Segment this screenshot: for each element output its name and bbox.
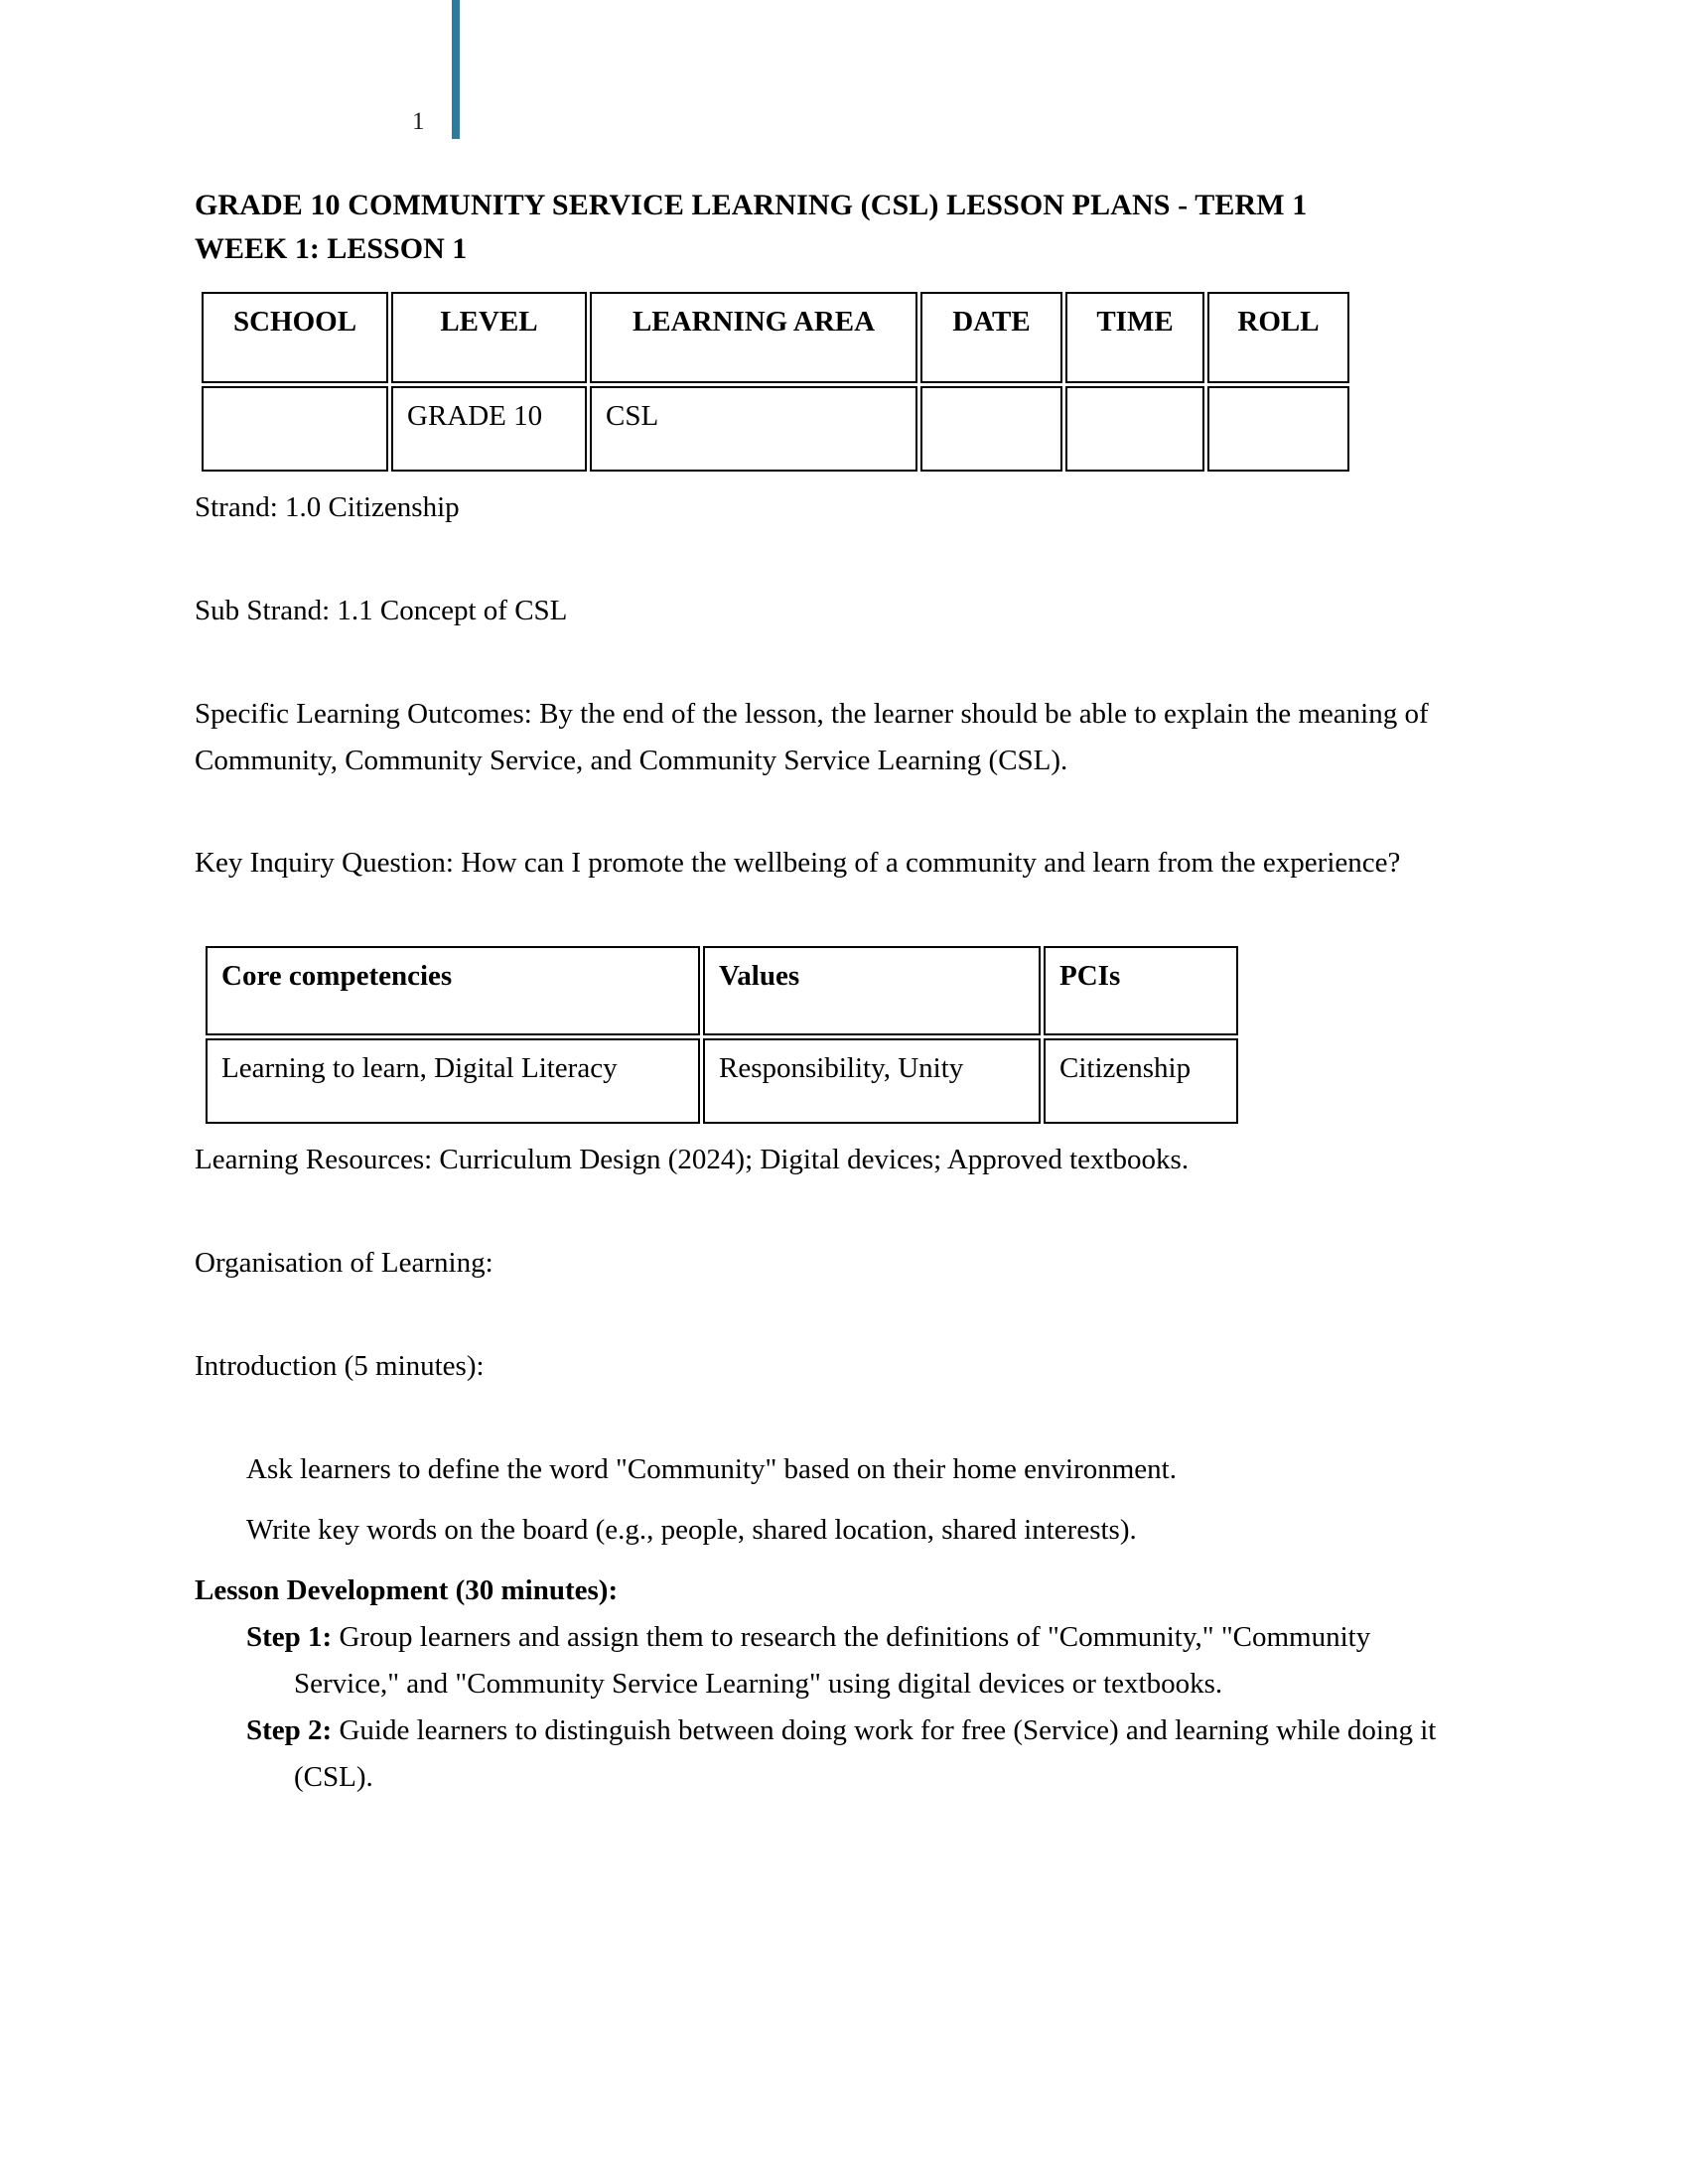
page-title: GRADE 10 COMMUNITY SERVICE LEARNING (CSL) LESSON PLANS - TERM 1 [195, 189, 1308, 221]
lesson-development-heading: Lesson Development (30 minutes): [195, 1574, 619, 1607]
table-row [206, 946, 1238, 1035]
column-header-date: DATE [920, 292, 1062, 383]
column-header-roll: ROLL [1207, 292, 1349, 383]
competency-values-pcis-table [203, 943, 1241, 1127]
column-header-school: SCHOOL [202, 292, 388, 383]
cell-core-competencies[interactable]: Learning to learn, Digital Literacy [206, 1038, 700, 1124]
page-subtitle: WEEK 1: LESSON 1 [195, 231, 468, 265]
introduction-heading: Introduction (5 minutes): [195, 1350, 485, 1383]
list-item: Write key words on the board (e.g., people, shared location, shared interests). [246, 1514, 1137, 1547]
cell-roll[interactable] [1207, 386, 1349, 472]
cell-time[interactable] [1065, 386, 1204, 472]
cell-values[interactable]: Responsibility, Unity [703, 1038, 1041, 1124]
table-row [202, 292, 1349, 383]
column-header-level: LEVEL [391, 292, 587, 383]
revision-change-bar [452, 0, 460, 139]
column-header-pcis: PCIs [1044, 946, 1238, 1035]
table-row [202, 386, 1349, 472]
strand-text: Strand: 1.0 Citizenship [195, 490, 460, 523]
column-header-core-competencies: Core competencies [206, 946, 700, 1035]
column-header-time: TIME [1065, 292, 1204, 383]
column-header-learning-area: LEARNING AREA [590, 292, 917, 383]
step-text: Group learners and assign them to research the definitions of "Community," "Community Service," and "Community Service Learning" using digital devices or textbooks. [294, 1621, 1371, 1701]
list-item [246, 1707, 1441, 1801]
cell-level[interactable]: GRADE 10 [391, 386, 587, 472]
list-item [246, 1614, 1441, 1707]
cell-learning-area[interactable]: CSL [590, 386, 917, 472]
school-info-table [199, 289, 1352, 475]
step-label: Step 2: [246, 1714, 333, 1747]
document-content [195, 184, 1441, 1801]
step-label: Step 1: [246, 1621, 333, 1654]
cell-date[interactable] [920, 386, 1062, 472]
page-number: 1 [412, 108, 425, 135]
organisation-of-learning-heading: Organisation of Learning: [195, 1247, 493, 1280]
learning-resources-text: Learning Resources: Curriculum Design (2024); Digital devices; Approved textbooks. [195, 1144, 1190, 1176]
sub-strand-text: Sub Strand: 1.1 Concept of CSL [195, 594, 568, 626]
specific-learning-outcomes-text: Specific Learning Outcomes: By the end of the lesson, the learner should be able to explain the meaning of Community, Community Service, and Community Service Learning (CSL). [195, 697, 1429, 776]
cell-school[interactable] [202, 386, 388, 472]
table-row [206, 1038, 1238, 1124]
step-text: Guide learners to distinguish between doing work for free (Service) and learning while doing it (CSL). [294, 1714, 1437, 1794]
cell-pcis[interactable]: Citizenship [1044, 1038, 1238, 1124]
column-header-values: Values [703, 946, 1041, 1035]
list-item: Ask learners to define the word "Community" based on their home environment. [246, 1453, 1177, 1486]
key-inquiry-question-text: Key Inquiry Question: How can I promote the wellbeing of a community and learn from the experience? [195, 847, 1401, 880]
